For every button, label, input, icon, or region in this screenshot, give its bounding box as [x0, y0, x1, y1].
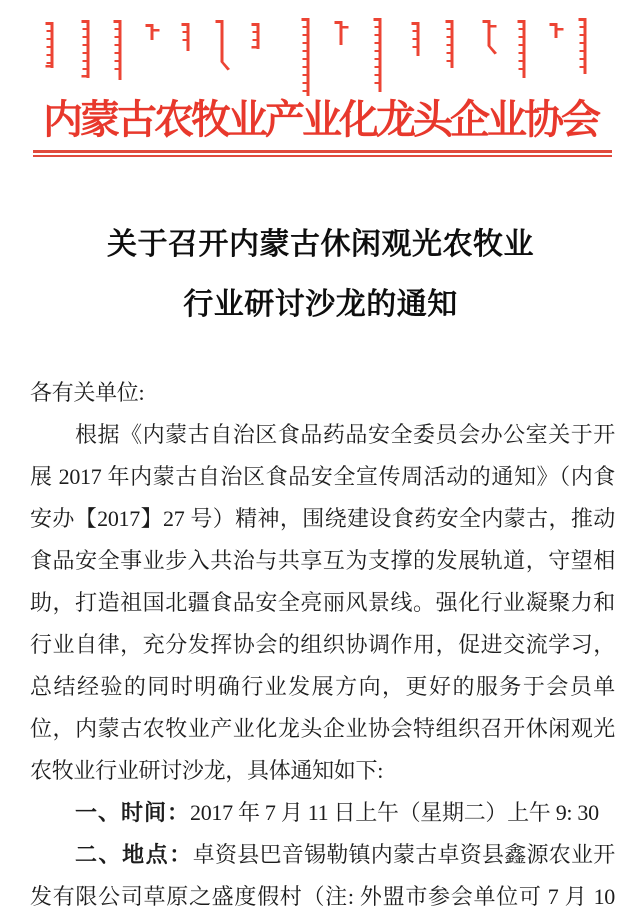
body-line [30, 540, 615, 582]
body-line-text: 食品安全事业步入共治与共享互为支撑的发展轨道，守望相 [30, 548, 615, 573]
body-line [30, 876, 615, 918]
body-line [30, 498, 615, 540]
body-line-text: 安办【2017】27 号）精神，围绕建设食药安全内蒙古，推动 [30, 506, 615, 531]
body-line [30, 456, 615, 498]
body-line-text: 位，内蒙古农牧业产业化龙头企业协会特组织召开休闲观光 [30, 716, 615, 741]
document-title [0, 215, 641, 335]
body-line [30, 372, 615, 414]
body-line-bold-prefix: 二、地点： [75, 842, 193, 867]
divider-thick-line [33, 150, 612, 153]
body-line-text: 行业自律，充分发挥协会的组织协调作用，促进交流学习， [30, 632, 615, 657]
letterhead-divider [33, 150, 612, 157]
body-line [30, 624, 615, 666]
body-line-text: 2017 年 7 月 11 日上午（星期二）上午 9: 30 [190, 800, 599, 825]
body-line-text: 卓资县巴音锡勒镇内蒙古卓资县鑫源农业开 [192, 842, 615, 867]
document-title-line2: 行业研讨沙龙的通知 [183, 288, 458, 321]
document-body [30, 372, 615, 918]
body-line-text: 助，打造祖国北疆食品安全亮丽风景线。强化行业凝聚力和 [30, 590, 615, 615]
body-line-text: 发有限公司草原之盛度假村（注: 外盟市参会单位可 7 月 10 [30, 884, 615, 909]
body-line [30, 666, 615, 708]
body-line-text: 根据《内蒙古自治区食品药品安全委员会办公室关于开 [75, 422, 615, 447]
organization-name: 内蒙古农牧业产业化龙头企业协会 [43, 97, 598, 142]
body-line [30, 414, 615, 456]
divider-thin-line [33, 155, 612, 157]
body-line [30, 750, 615, 792]
body-line [30, 834, 615, 876]
body-line [30, 582, 615, 624]
body-line-bold-prefix: 一、时间： [75, 800, 191, 825]
body-line-text: 各有关单位: [30, 380, 145, 405]
body-line-text: 总结经验的同时明确行业发展方向，更好的服务于会员单 [30, 674, 615, 699]
document-title-line1: 关于召开内蒙古休闲观光农牧业 [107, 228, 534, 261]
body-line [30, 708, 615, 750]
body-line-text: 农牧业行业研讨沙龙，具体通知如下: [30, 758, 384, 783]
body-line-text: 展 2017 年内蒙古自治区食品安全宣传周活动的通知》（内食 [30, 464, 615, 489]
body-line [30, 792, 615, 834]
